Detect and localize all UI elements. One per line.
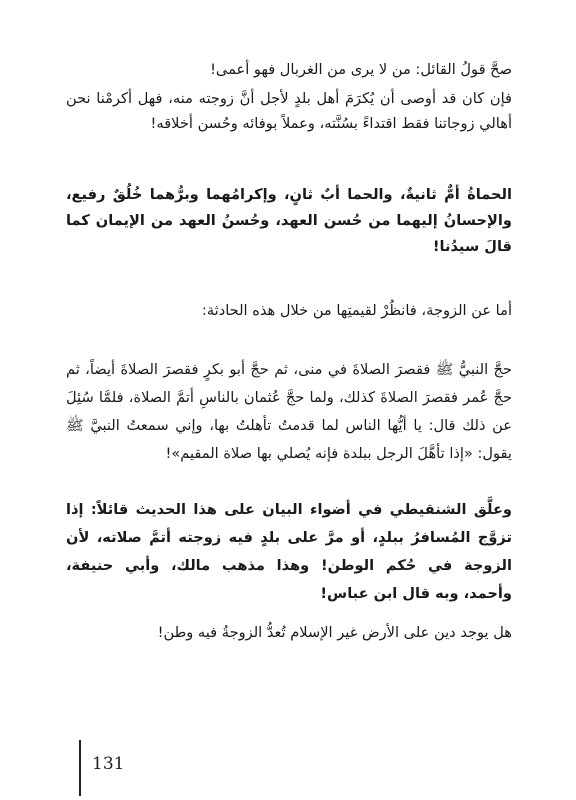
- paragraph-honoring-in-laws: فإن كان قد أوصى أن يُكرَمَ أهل بلدٍ لأجل أنَّ زوجته منه، فهل أكرمْنا نحن أهالي زوجاتنا فقط اقتداءً بسُنَّته، وعملاً بوفائه وحُسن أخلاقه!: [66, 90, 512, 132]
- paragraph-closing-question: هل يوجد دين على الأرض غير الإسلام تُعدُّ الزوجةُ فيه وطن!: [157, 624, 512, 641]
- paragraph-shinqiti-commentary: وعلَّق الشنقيطي في أضواء البيان على هذا الحديث قائلاً: إذا تزوَّج المُسافرُ ببلدٍ، أو مرَّ على بلدٍ فيه زوجته أتمَّ صلاته، لأن الزوجة في حُكم الوطن! وهذا مذهب مالك، وأبي حنيفة، وأحمد، وبه قال ابن عباس!: [66, 501, 512, 602]
- page-number-divider: [79, 740, 81, 796]
- page-number: 131: [92, 754, 125, 774]
- paragraph-mother-father-in-law: الحماةُ أمٌّ ثانيةٌ، والحما أبٌ ثانٍ، وإكرامُهما وبرُّهما خُلُقٌ رفيع، والإحسانُ إليهما من حُسن العهد، وحُسنُ العهد من الإيمان كما قالَ سيدُنا!: [66, 186, 512, 255]
- paragraph-wife-intro: أما عن الزوجة، فانظُرْ لقيمتِها من خلال هذه الحادثة:: [201, 302, 512, 319]
- paragraph-hadith-uthman: حجَّ النبيُّ ﷺ فقصرَ الصلاةَ في منى، ثم حجَّ أبو بكرٍ فقصرَ الصلاةَ أيضاً، ثم حجَّ عُمر فقصرَ الصلاةَ كذلك، ولما حجَّ عُثمان بالناسِ أتمَّ الصلاة، فلمَّا سُئِلَ عن ذلك قال: يا أيُّها الناس لما قدمتُ تأهلتُ بها، وإني سمعتُ النبيَّ ﷺ يقول: «إذا تأهَّلَ الرجل ببلدة فإنه يُصلي بها صلاة المقيم»!: [66, 361, 512, 462]
- paragraph-proverb: صحَّ قولُ القائل: من لا يرى من الغربال فهو أعمى!: [210, 61, 512, 78]
